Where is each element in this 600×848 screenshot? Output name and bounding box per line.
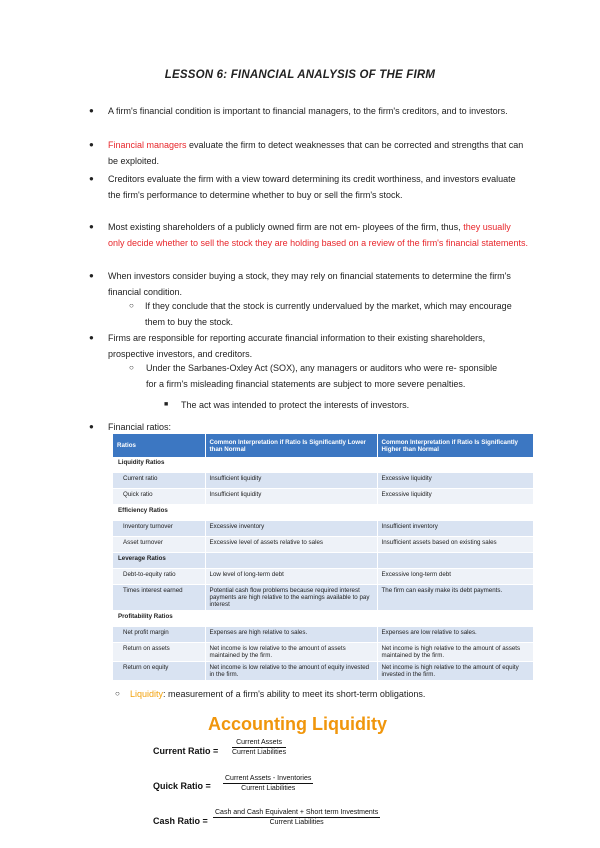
section-row-leverage (113, 553, 533, 569)
table-header-row (113, 434, 533, 457)
liquidity-definition (115, 689, 426, 699)
circle-bullet: ○ (115, 689, 120, 698)
header-higher: Common Interpretation if Ratio Is Significantly Higher than Normal (377, 434, 533, 457)
financial-ratios-table (113, 434, 534, 681)
section-label: Leverage Ratios (113, 553, 205, 569)
bullet-dot: ● (89, 106, 94, 115)
ratio-name: Times interest earned (113, 585, 205, 611)
table-row (113, 643, 533, 662)
ratio-high: Expenses are low relative to sales. (377, 627, 533, 643)
sub-bullet-text: If they conclude that the stock is currently undervalued by the market, which may encourage them to buy the stock. (145, 301, 512, 327)
bullet-text: Firms are responsible for reporting accurate financial information to their existing shareholders, prospective investors, and creditors. (108, 333, 486, 359)
sub-sub-bullet-text: The act was intended to protect the interests of investors. (181, 400, 410, 410)
ratio-name: Debt-to-equity ratio (113, 569, 205, 585)
circle-bullet: ○ (129, 363, 134, 372)
ratio-low: Net income is low relative to the amount of equity invested in the firm. (205, 662, 377, 681)
highlight-financial-managers: Financial managers (108, 140, 187, 150)
circle-bullet: ○ (129, 301, 134, 310)
table-row (113, 537, 533, 553)
sub-sub-bullet-act (164, 397, 501, 413)
quick-ratio-numerator: Current Assets - Inventories (225, 775, 312, 782)
bullet-dot: ● (89, 422, 94, 431)
table-row (113, 473, 533, 489)
liquidity-term: Liquidity (130, 689, 164, 699)
ratio-low: Excessive level of assets relative to sales (205, 537, 377, 553)
bullet-dot: ● (89, 222, 94, 231)
ratio-low: Potential cash flow problems because required interest payments are high relative to the earnings available to pay interest (205, 585, 377, 611)
bullet-item-1 (89, 103, 528, 119)
section-label: Liquidity Ratios (113, 457, 205, 473)
table-row (113, 585, 533, 611)
bullet-text: evaluate the firm to detect weaknesses that can be corrected and strengths that can be exploited. (108, 140, 524, 166)
page-title: LESSON 6: FINANCIAL ANALYSIS OF THE FIRM (164, 69, 436, 81)
section-row-profitability (113, 611, 533, 627)
table-row (113, 662, 533, 681)
square-bullet: ■ (164, 401, 169, 408)
ratio-high: Excessive liquidity (377, 473, 533, 489)
table-row (113, 521, 533, 537)
ratio-name: Current ratio (113, 473, 205, 489)
section-row-liquidity (113, 457, 533, 473)
bullet-item-2 (89, 137, 528, 169)
cash-ratio-denominator: Current Liabilities (269, 819, 324, 826)
bullet-text: When investors consider buying a stock, they may rely on financial statements to determine the firm's financial condition. (108, 271, 511, 297)
ratio-low: Net income is low relative to the amount of assets maintained by the firm. (205, 643, 377, 662)
quick-ratio-label: Quick Ratio = (153, 781, 211, 791)
bullet-text: A firm's financial condition is important to financial managers, to the firm's creditors, and to investors. (108, 106, 508, 116)
bullet-item-7 (89, 419, 528, 435)
ratio-name: Asset turnover (113, 537, 205, 553)
ratio-name: Return on assets (113, 643, 205, 662)
bullet-item-5 (89, 268, 528, 300)
highlight-shareholders-decision: they usually only decide whether to sell the stock they are holding based on a review of the firm's financial statements. (108, 222, 528, 248)
current-ratio-fraction (232, 739, 286, 756)
ratio-low: Insufficient liquidity (205, 489, 377, 505)
bullet-dot: ● (89, 333, 94, 342)
sub-bullet-undervalued (129, 298, 525, 330)
ratio-high: Insufficient inventory (377, 521, 533, 537)
header-lower: Common Interpretation if Ratio Is Significantly Lower than Normal (205, 434, 377, 457)
header-ratios: Ratios (113, 434, 205, 457)
accounting-liquidity-title: Accounting Liquidity (208, 714, 387, 734)
bullet-text: Financial ratios: (108, 422, 172, 432)
current-ratio-numerator: Current Assets (232, 739, 286, 748)
ratio-name: Quick ratio (113, 489, 205, 505)
ratio-high: Excessive liquidity (377, 489, 533, 505)
table-row (113, 569, 533, 585)
bullet-dot: ● (89, 271, 94, 280)
quick-ratio-denominator: Current Liabilities (241, 785, 296, 792)
sub-bullet-sox (129, 360, 506, 392)
table-row (113, 489, 533, 505)
bullet-text: Most existing shareholders of a publicly owned firm are not em- ployees of the firm, thus, (108, 222, 461, 232)
ratio-high: The firm can easily make its debt payments. (377, 585, 533, 611)
ratio-name: Net profit margin (113, 627, 205, 643)
ratio-low: Expenses are high relative to sales. (205, 627, 377, 643)
cash-ratio-numerator: Cash and Cash Equivalent + Short term Investments (215, 809, 379, 816)
quick-ratio-fraction (223, 775, 313, 792)
ratio-high: Net income is high relative to the amount of equity invested in the firm. (377, 662, 533, 681)
ratio-low: Excessive inventory (205, 521, 377, 537)
table-row (113, 627, 533, 643)
ratio-low: Low level of long-term debt (205, 569, 377, 585)
bullet-item-3 (89, 171, 528, 203)
cash-ratio-label: Cash Ratio = (153, 816, 208, 826)
ratio-high: Insufficient assets based on existing sales (377, 537, 533, 553)
ratio-name: Inventory turnover (113, 521, 205, 537)
bullet-dot: ● (89, 140, 94, 149)
bullet-dot: ● (89, 174, 94, 183)
section-row-efficiency (113, 505, 533, 521)
current-ratio-label: Current Ratio = (153, 746, 219, 756)
ratio-name: Return on equity (113, 662, 205, 681)
current-ratio-denominator: Current Liabilities (232, 749, 287, 756)
bullet-item-6 (89, 330, 528, 362)
section-label: Profitability Ratios (113, 611, 205, 627)
bullet-item-4 (89, 219, 528, 251)
section-label: Efficiency Ratios (113, 505, 205, 521)
sub-bullet-text: Under the Sarbanes-Oxley Act (SOX), any managers or auditors who were re- sponsible for a firm's misleading financial statements are subject to more severe penalties. (146, 363, 498, 389)
ratio-high: Excessive long-term debt (377, 569, 533, 585)
bullet-text: Creditors evaluate the firm with a view toward determining its credit worthiness, and investors evaluate the firm's performance to determine whether to buy or sell the firm's stock. (108, 174, 516, 200)
cash-ratio-fraction (213, 809, 380, 826)
ratio-low: Insufficient liquidity (205, 473, 377, 489)
liquidity-text: : measurement of a firm's ability to meet its short-term obligations. (163, 689, 426, 699)
ratio-high: Net income is high relative to the amount of assets maintained by the firm. (377, 643, 533, 662)
